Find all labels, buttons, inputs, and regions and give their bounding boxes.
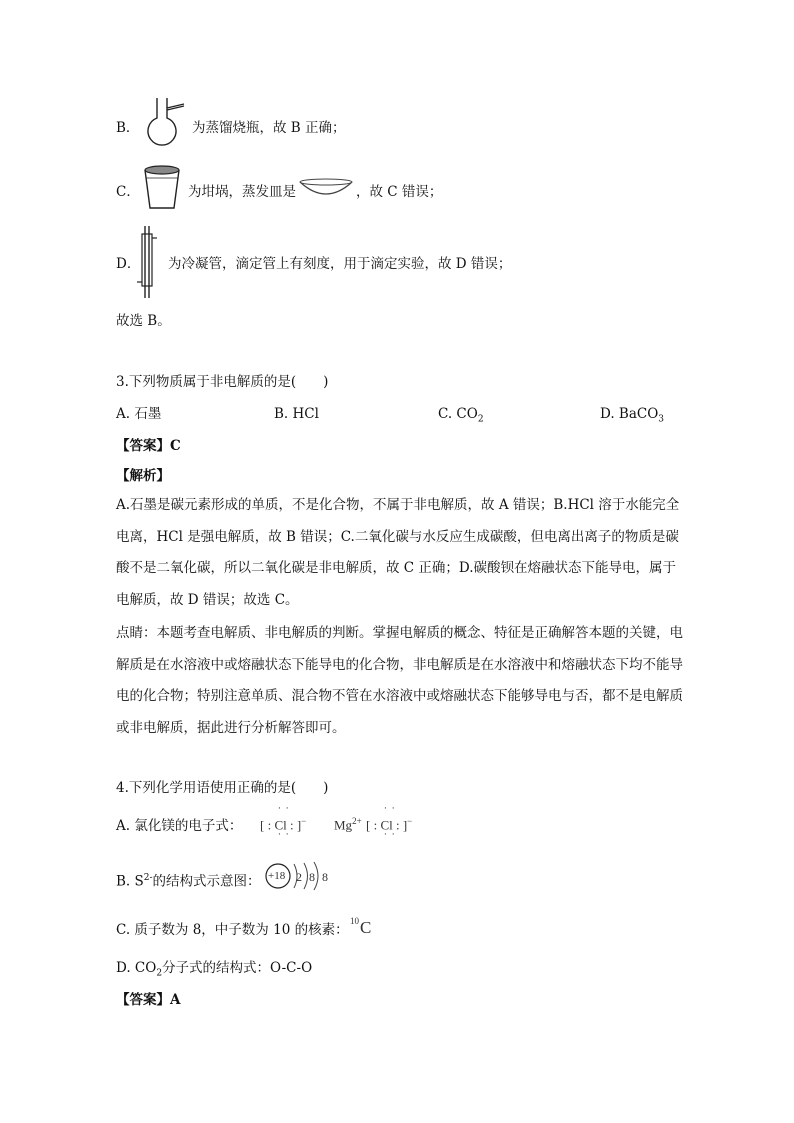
- crucible-icon: [140, 162, 184, 212]
- q4-option-a-text: A. 氯化镁的电子式：: [116, 818, 243, 834]
- electron-dots-top-right: · ·: [384, 804, 396, 814]
- q4-answer: 【答案】A: [116, 992, 181, 1008]
- question-4-stem: 4.下列化学用语使用正确的是( ): [116, 780, 329, 796]
- option-b-text: 为蒸馏烧瓶，故 B 正确；: [192, 120, 346, 136]
- conclusion-text: 故选 B。: [116, 313, 171, 329]
- question-3-stem: 3.下列物质属于非电解质的是( ): [116, 374, 329, 390]
- q3-comment-text: 点睛：本题考查电解质、非电解质的判断。掌握电解质的概念、特征是正确解答本题的关键，电解质是在水溶液中或熔融状态下能导电的化合物，非电解质是在水溶液中和熔融状态下均不能导电的化合物；特别注意单质、混合物不管在水溶液中或熔融状态下能够导电与否，都不是电解质或非电解质，据此进行分析解答即可。: [116, 625, 683, 736]
- q4-option-c-mass-number: 10: [350, 916, 359, 926]
- option-d-label: D．: [116, 256, 141, 272]
- option-b-label: B．: [116, 120, 140, 136]
- option-c-text-1: 为坩埚，蒸发皿是: [188, 184, 296, 200]
- q4-option-d-text: D. $CO_2$分子式的结构式：O-C-O: [116, 960, 313, 979]
- option-d-text: 为冷凝管，滴定管上有刻度，用于滴定实验，故 D 错误；: [168, 256, 512, 272]
- q3-option-c: C. $CO_2$: [438, 406, 484, 425]
- q4-option-c-text: C. 质子数为 8，中子数为 10 的核素：: [116, 922, 349, 938]
- q3-option-b: B. HCl: [274, 406, 319, 422]
- q4-option-a-formula-right: [ : Cl : ]−: [366, 816, 413, 833]
- option-c-label: C．: [116, 184, 140, 200]
- q3-answer: 【答案】C: [116, 438, 181, 454]
- electron-shells: 2 8 8: [296, 870, 330, 884]
- q4-option-b-text: B. $S^{2-}$的结构式示意图：: [116, 873, 261, 890]
- q3-analysis-text: A.石墨是碳元素形成的单质，不是化合物，不属于非电解质，故 A 错误；B.HCl 溶于水能完全电离，HCl 是强电解质，故 B 错误；C.二氧化碳与水反应生成碳酸，但电离出离子的物质是碳酸不是二氧化碳，所以二氧化碳是非电解质，故 C 正确；D.碳酸钡在熔融状态下能导电，属于电解质，故 D 错误；故选 C。: [116, 497, 680, 608]
- option-c-text-2: ，故 C 错误；: [356, 184, 443, 200]
- electron-dots-top-left: · ·: [278, 804, 290, 814]
- q3-option-d: D. BaCO$_3$: [600, 406, 665, 425]
- electron-dots-bottom-right: · ·: [384, 830, 396, 840]
- q4-option-a-formula-left: [ : Cl : ]−: [260, 816, 307, 833]
- evaporating-dish-icon: [298, 176, 354, 200]
- distillation-flask-icon: [140, 96, 188, 154]
- nucleus-charge: +18: [268, 870, 286, 882]
- condenser-icon: [136, 224, 160, 300]
- q4-option-a-mg: $Mg^{2+}$: [334, 816, 362, 833]
- electron-dots-bottom-left: · ·: [278, 830, 290, 840]
- q4-option-c-symbol: C: [360, 918, 372, 937]
- q3-analysis-title: 【解析】: [116, 468, 170, 484]
- q3-option-a: A. 石墨: [116, 406, 162, 422]
